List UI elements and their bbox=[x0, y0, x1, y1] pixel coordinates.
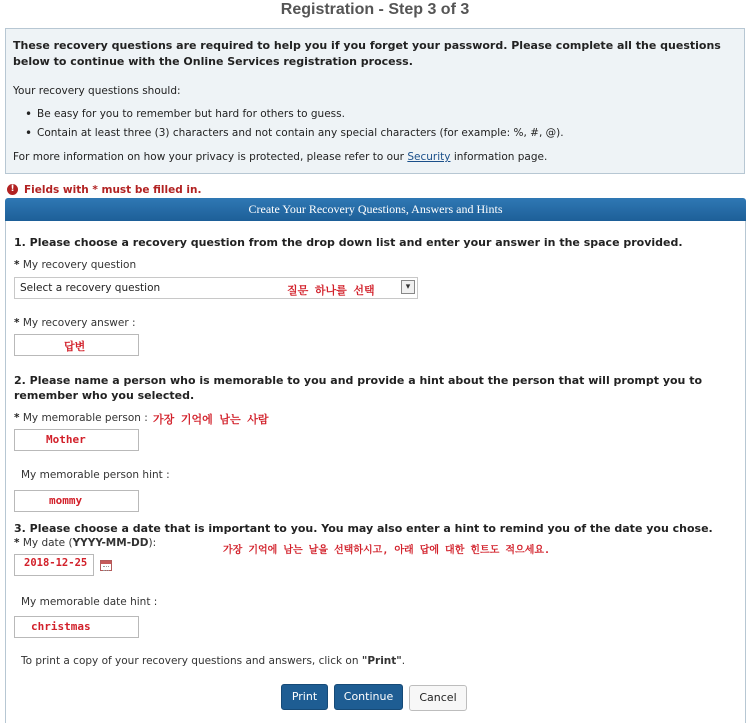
page-title: Registration - Step 3 of 3 bbox=[280, 1, 470, 18]
recovery-question-select-value: Select a recovery question bbox=[20, 282, 161, 294]
memorable-person-hint-input[interactable] bbox=[14, 490, 139, 512]
memorable-person-hint-value: mommy bbox=[49, 494, 83, 507]
q3-heading: 3. Please choose a date that is important to you. You may also enter a hint to remind you of the date you chose. bbox=[14, 522, 713, 535]
date-hint-input[interactable] bbox=[14, 616, 139, 638]
info-should-label: Your recovery questions should: bbox=[13, 85, 181, 97]
memorable-person-label-text: My memorable person : bbox=[22, 412, 148, 424]
date-format: YYYY-MM-DD bbox=[72, 537, 149, 549]
recovery-question-label bbox=[14, 259, 136, 271]
info-bullet: • Contain at least three (3) characters and not contain any special characters (for example: %, #, @). bbox=[37, 127, 564, 139]
print-note-emphasis: "Print" bbox=[361, 655, 402, 667]
cancel-button[interactable]: Cancel bbox=[409, 685, 467, 711]
required-star: * bbox=[14, 412, 20, 424]
required-star: * bbox=[14, 317, 20, 329]
date-value: 2018-12-25 bbox=[24, 557, 88, 569]
memorable-person-hint-label: My memorable person hint : bbox=[21, 469, 170, 481]
recovery-question-label-text: My recovery question bbox=[22, 259, 137, 271]
memorable-person-input[interactable] bbox=[14, 429, 139, 451]
date-hint-value: christmas bbox=[31, 620, 91, 633]
privacy-note-suffix: information page. bbox=[453, 151, 548, 163]
select-annotation: 질문 하나를 선택 bbox=[287, 284, 375, 297]
date-label bbox=[14, 537, 156, 549]
recovery-answer-label-text: My recovery answer : bbox=[22, 317, 136, 329]
print-note-prefix: To print a copy of your recovery questions and answers, click on bbox=[21, 655, 359, 667]
print-note-suffix: . bbox=[401, 655, 406, 667]
privacy-note-prefix: For more information on how your privacy is protected, please refer to our bbox=[13, 151, 405, 163]
date-label-suffix: ): bbox=[148, 537, 157, 549]
info-intro-text: These recovery questions are required to help you if you forget your password. Please complete all the questions below to continue with the Online Services registration process. bbox=[13, 39, 721, 68]
required-star: * bbox=[14, 259, 20, 271]
person-annotation: 가장 기억에 남는 사람 bbox=[153, 413, 269, 426]
privacy-note bbox=[13, 151, 547, 163]
required-star: * bbox=[14, 537, 20, 549]
print-button[interactable]: Print bbox=[281, 684, 328, 710]
chevron-down-icon[interactable]: ▾ bbox=[401, 280, 415, 294]
date-hint-label: My memorable date hint : bbox=[21, 596, 158, 608]
date-label-prefix: My date ( bbox=[22, 537, 73, 549]
q1-heading: 1. Please choose a recovery question from the drop down list and enter your answer in the space provided. bbox=[14, 236, 683, 249]
recovery-answer-value: 답변 bbox=[64, 340, 86, 353]
memorable-person-value: Mother bbox=[46, 433, 86, 446]
memorable-person-label bbox=[14, 412, 148, 424]
recovery-answer-input[interactable] bbox=[14, 334, 139, 356]
required-alert-icon: ! bbox=[7, 184, 18, 195]
date-annotation: 가장 기억에 남는 날을 선택하시고, 아래 답에 대한 힌트도 적으세요. bbox=[223, 545, 551, 556]
date-input[interactable] bbox=[14, 554, 94, 576]
recovery-answer-label bbox=[14, 317, 136, 329]
recovery-info-box bbox=[5, 28, 745, 174]
required-fields-note: Fields with * must be filled in. bbox=[24, 184, 202, 196]
calendar-icon[interactable] bbox=[100, 560, 112, 571]
section-header: Create Your Recovery Questions, Answers and Hints bbox=[5, 198, 746, 221]
q2-heading: 2. Please name a person who is memorable to you and provide a hint about the person that will prompt you to remember who you selected. bbox=[14, 374, 703, 402]
continue-button[interactable]: Continue bbox=[334, 684, 403, 710]
info-bullet: • Be easy for you to remember but hard for others to guess. bbox=[37, 108, 345, 120]
security-link[interactable]: Security bbox=[407, 151, 451, 163]
print-note bbox=[21, 655, 405, 667]
